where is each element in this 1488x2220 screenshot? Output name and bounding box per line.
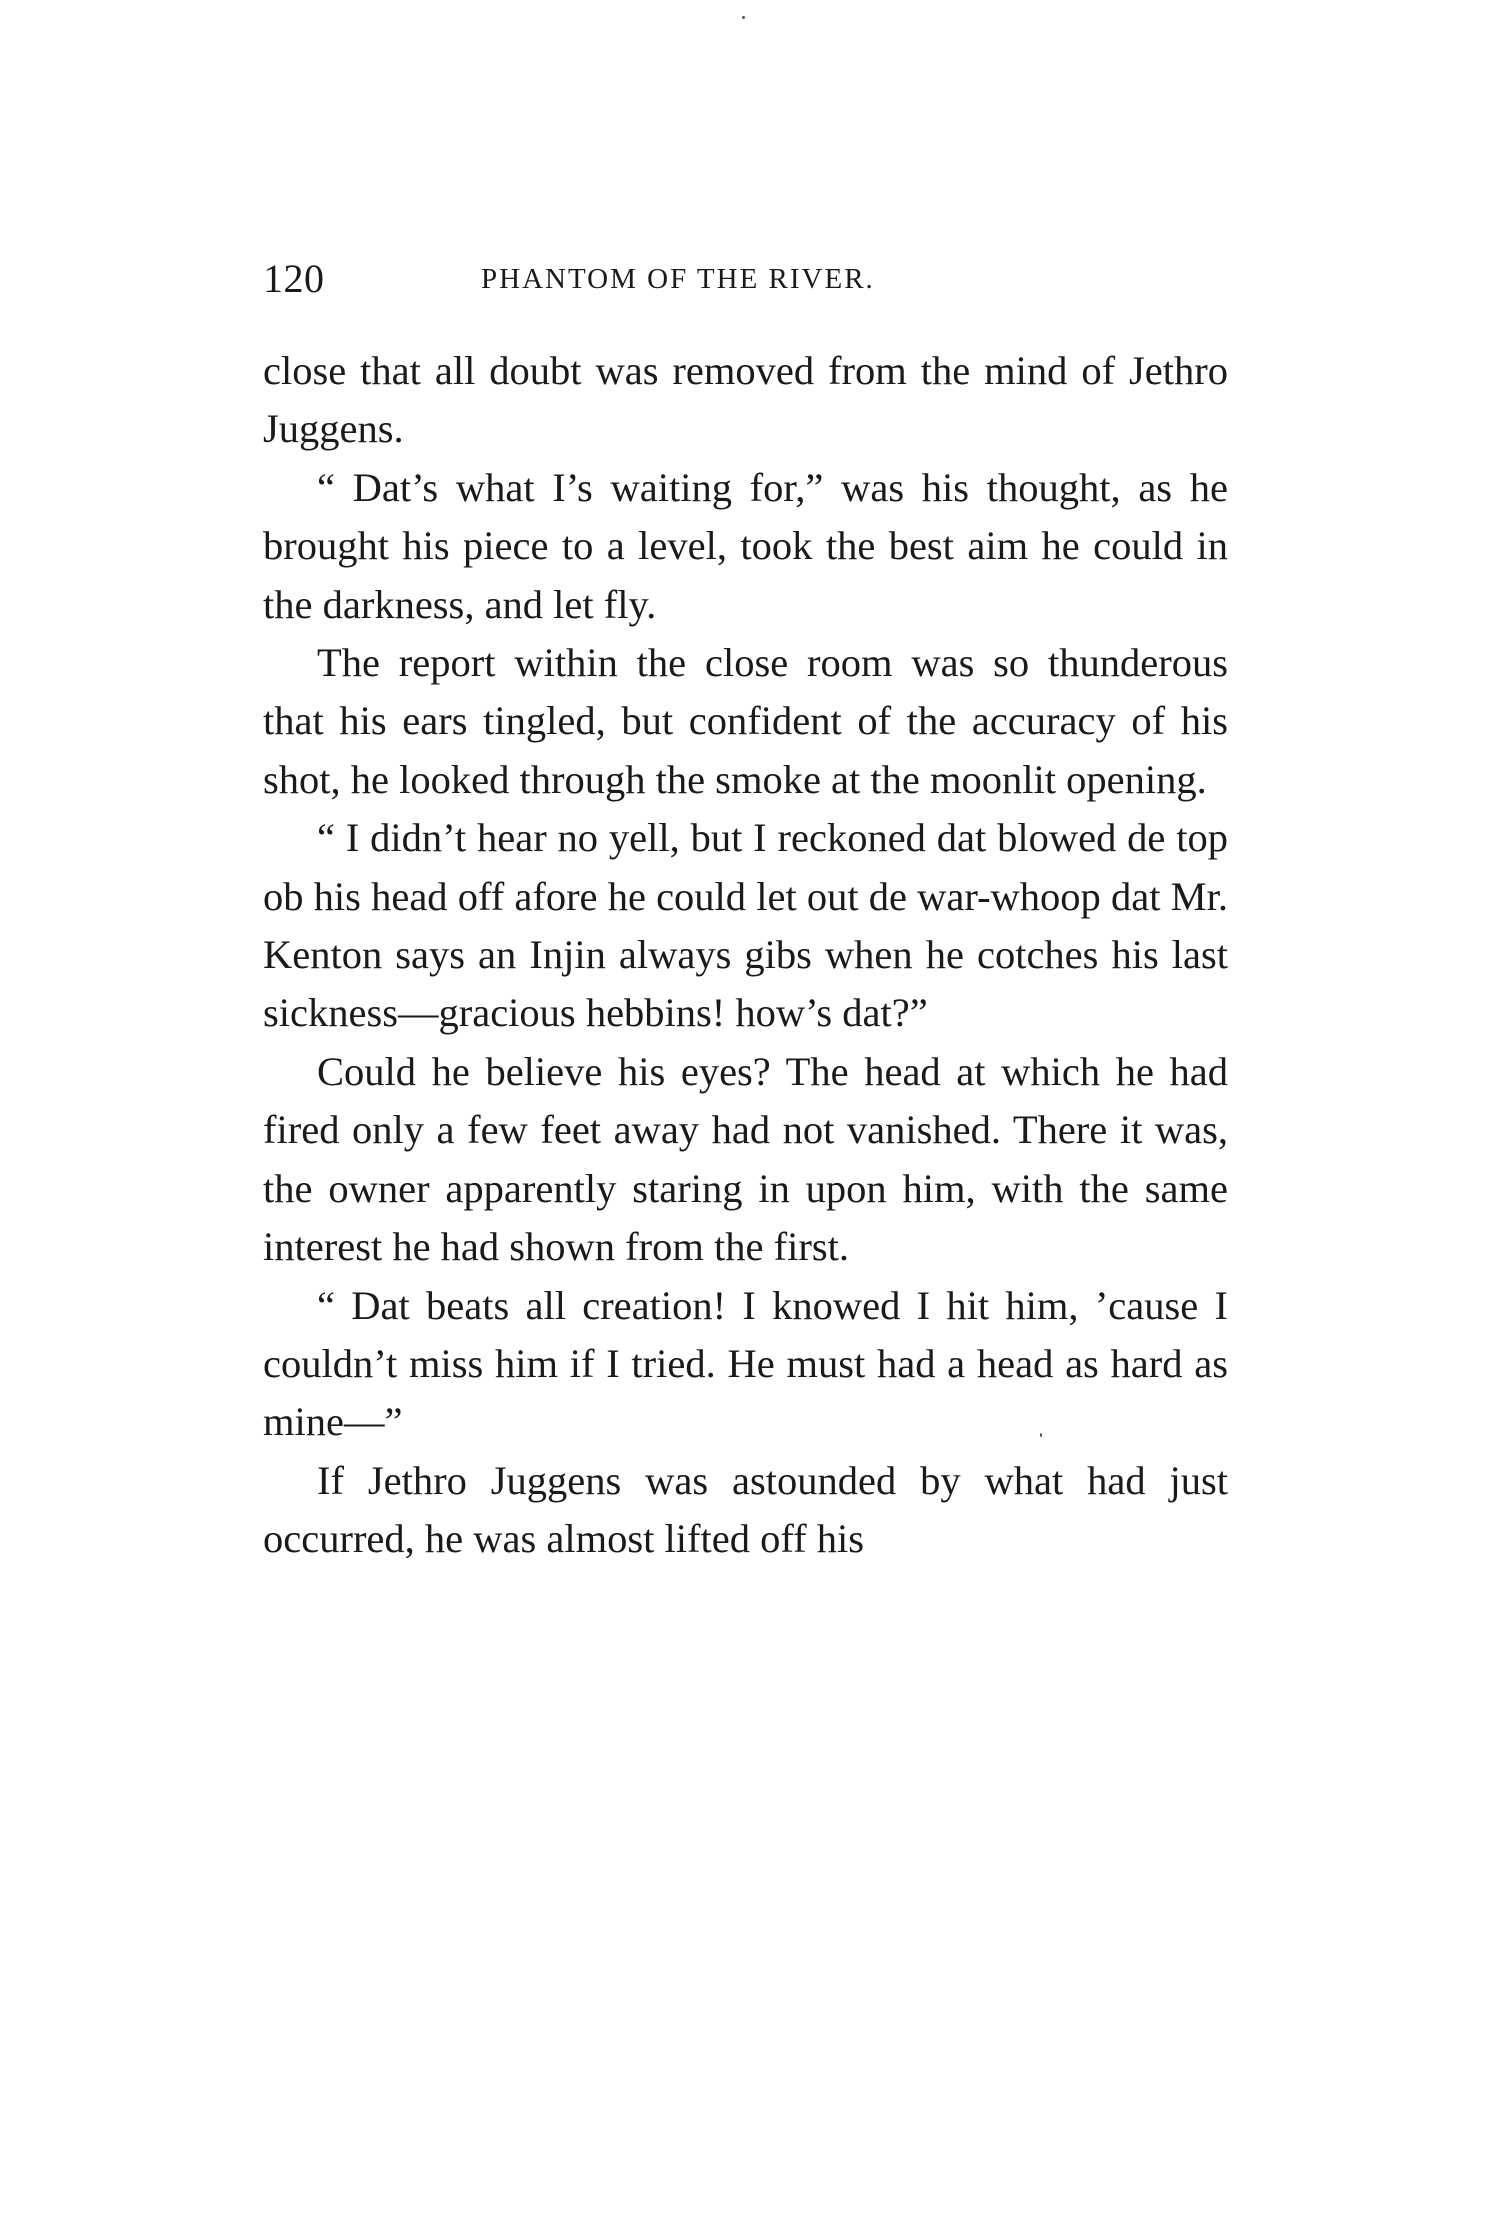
paragraph: “ Dat’s what I’s waiting for,” was his thought, as he brought his piece to a level, took the best aim he could in the darkness, and let fly. bbox=[263, 464, 1228, 627]
paragraph: “ Dat beats all creation! I knowed I hit him, ’cause I couldn’t miss him if I tried. He must had a head as hard as mine—” bbox=[263, 1282, 1228, 1445]
paragraph: The report within the close room was so thunderous that his ears tingled, but confident of the accuracy of his shot, he looked through the smoke at the moonlit opening. bbox=[263, 640, 1228, 802]
paragraph: If Jethro Juggens was astounded by what had just occurred, he was almost lifted off his bbox=[263, 1457, 1228, 1562]
paragraph: Could he believe his eyes? The head at which he had fired only a few feet away had not vanished. There it was, the owner apparently staring in upon him, with the same interest he had shown from the first. bbox=[263, 1048, 1228, 1270]
running-head bbox=[263, 255, 1228, 315]
print-speck bbox=[1040, 1433, 1042, 1437]
paragraph: “ I didn’t hear no yell, but I reckoned dat blowed de top ob his head off afore he could let out de war-whoop dat Mr. Kenton says an Injin always gibs when he cotches his last sickness—gracious hebbins! how’s dat?” bbox=[263, 815, 1228, 1036]
page-number: 120 bbox=[263, 256, 325, 301]
running-title: PHANTOM OF THE RIVER. bbox=[481, 263, 875, 295]
print-speck bbox=[742, 16, 745, 19]
body-text bbox=[263, 342, 1228, 1569]
paragraph: close that all doubt was removed from the mind of Jethro Juggens. bbox=[263, 348, 1228, 452]
